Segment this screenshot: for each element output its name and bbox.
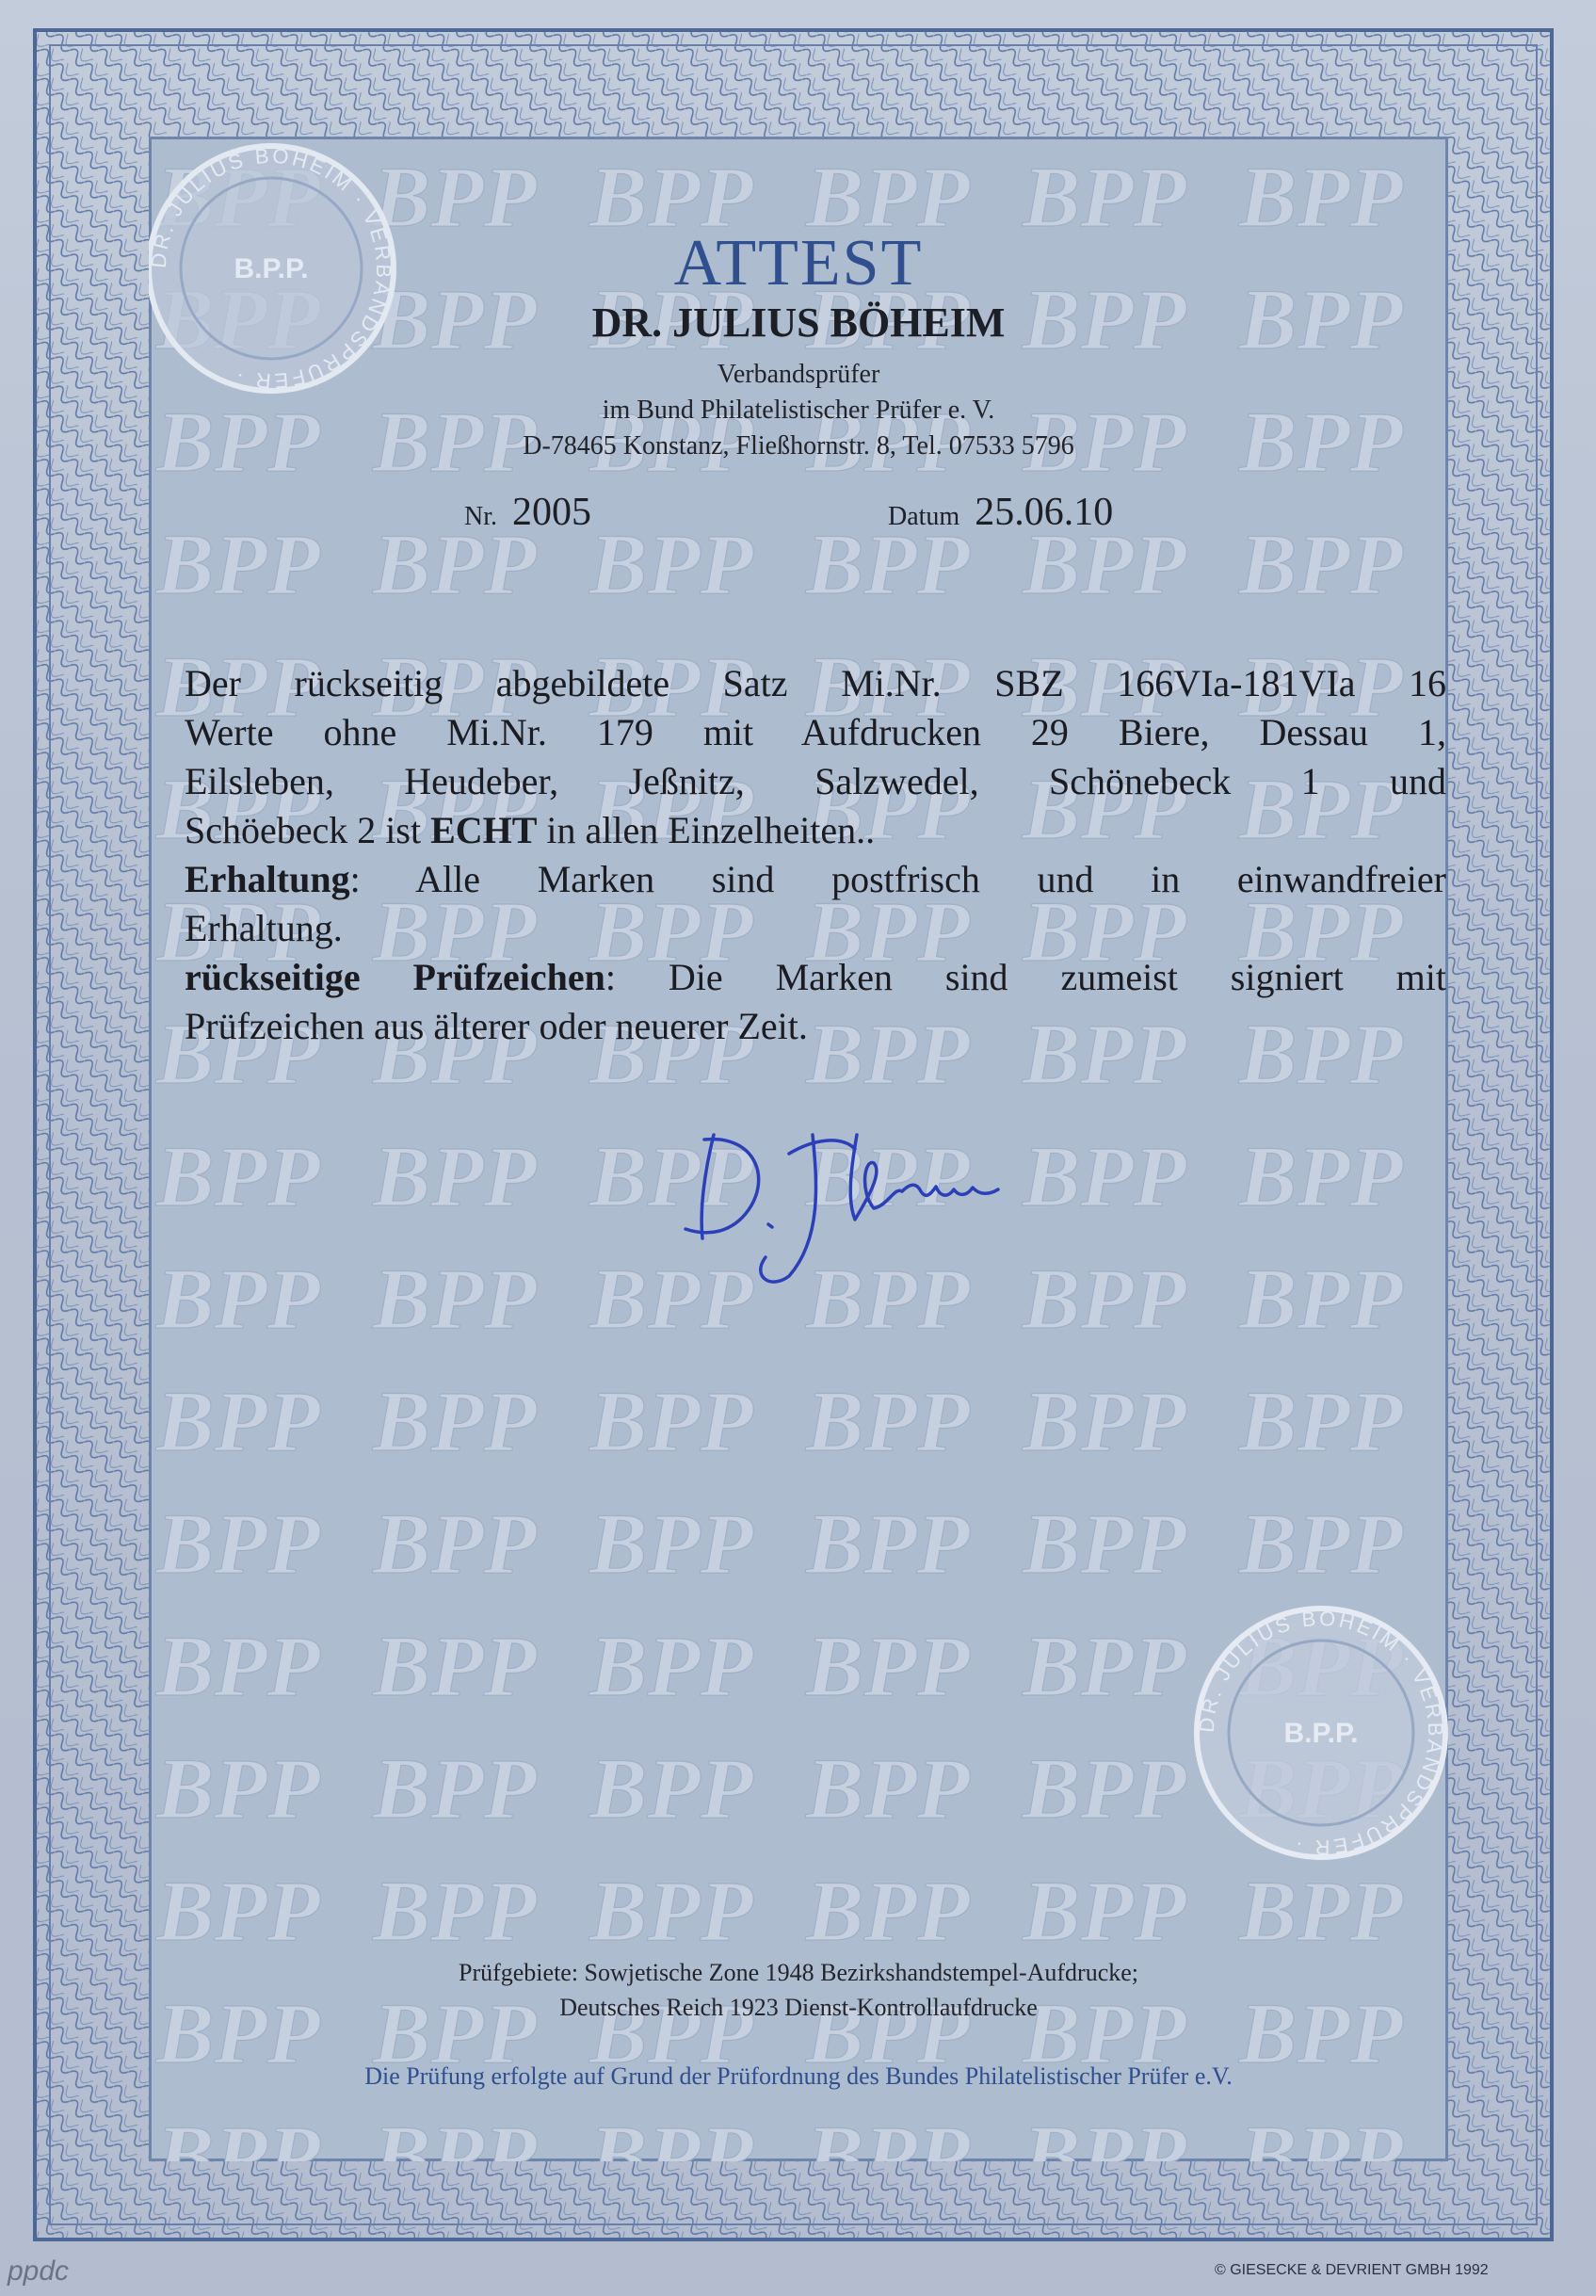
seal-center-text: B.P.P. (1283, 1718, 1359, 1749)
body-line: Werte ohne Mi.Nr. 179 mit Aufdrucken 29 Biere, Dessau 1, (185, 711, 1446, 753)
certificate-date (888, 490, 1113, 535)
examiner-role: Verbandsprüfer (717, 360, 880, 389)
body-text: Schöebeck 2 ist (185, 809, 431, 851)
certificate-title: ATTEST (673, 227, 924, 299)
body-line: Der rückseitig abgebildete Satz Mi.Nr. SBZ 166VIa-181VIa 16 (185, 662, 1446, 704)
body-text: in allen Einzelheiten.. (537, 809, 876, 851)
body-line (185, 806, 1446, 855)
printer-imprint: © GIESECKE & DEVRIENT GMBH 1992 (1215, 2262, 1489, 2278)
date-label: Datum (888, 502, 960, 531)
marks-label: rückseitige Prüfzeichen (185, 956, 605, 998)
certificate-body (185, 659, 1446, 1051)
condition-label: Erhaltung (185, 858, 350, 900)
genuine-verdict: ECHT (430, 809, 538, 851)
condition-line: Erhaltung. (185, 907, 343, 949)
certificate-content (146, 137, 1448, 2161)
examination-areas-line: Deutsches Reich 1923 Dienst-Kontrollaufdrucke (559, 1994, 1038, 2021)
condition-text: : Alle Marken sind postfrisch und in einwandfreier (349, 858, 1446, 900)
certificate-panel (146, 137, 1448, 2161)
examiner-address: D-78465 Konstanz, Fließhornstr. 8, Tel. 07533 5796 (523, 431, 1074, 461)
examiner-name: DR. JULIUS BÖHEIM (591, 299, 1006, 346)
seal-ring-text: DR. JULIUS BÖHEIM · VERBANDSPRÜFER · (146, 143, 396, 394)
number-value: 2005 (512, 491, 591, 534)
condition-line (185, 855, 1446, 904)
body-line: Eilsleben, Heudeber, Jeßnitz, Salzwedel, Schönebeck 1 und (185, 760, 1446, 802)
seal-center-text: B.P.P. (234, 253, 309, 284)
examination-areas-line: Prüfgebiete: Sowjetische Zone 1948 Bezirkshandstempel-Aufdrucke; (458, 1959, 1139, 1986)
seal-ring-text: DR. JULIUS BÖHEIM · VERBANDSPRÜFER · (1194, 1606, 1448, 1860)
number-label: Nr. (464, 502, 497, 531)
marks-line: Prüfzeichen aus älterer oder neuerer Zeit. (185, 1005, 808, 1047)
marks-text: : Die Marken sind zumeist signiert mit (605, 956, 1446, 998)
examiner-association: im Bund Philatelistischer Prüfer e. V. (602, 396, 995, 425)
examiner-signature (648, 1097, 1053, 1295)
date-value: 25.06.10 (975, 491, 1114, 534)
certificate-number (464, 490, 591, 535)
pencil-note: ppdc (8, 2256, 70, 2287)
marks-line (185, 953, 1446, 1002)
legal-notice: Die Prüfung erfolgte auf Grund der Prüfordnung des Bundes Philatelistischer Prüfer e.V. (364, 2062, 1233, 2090)
